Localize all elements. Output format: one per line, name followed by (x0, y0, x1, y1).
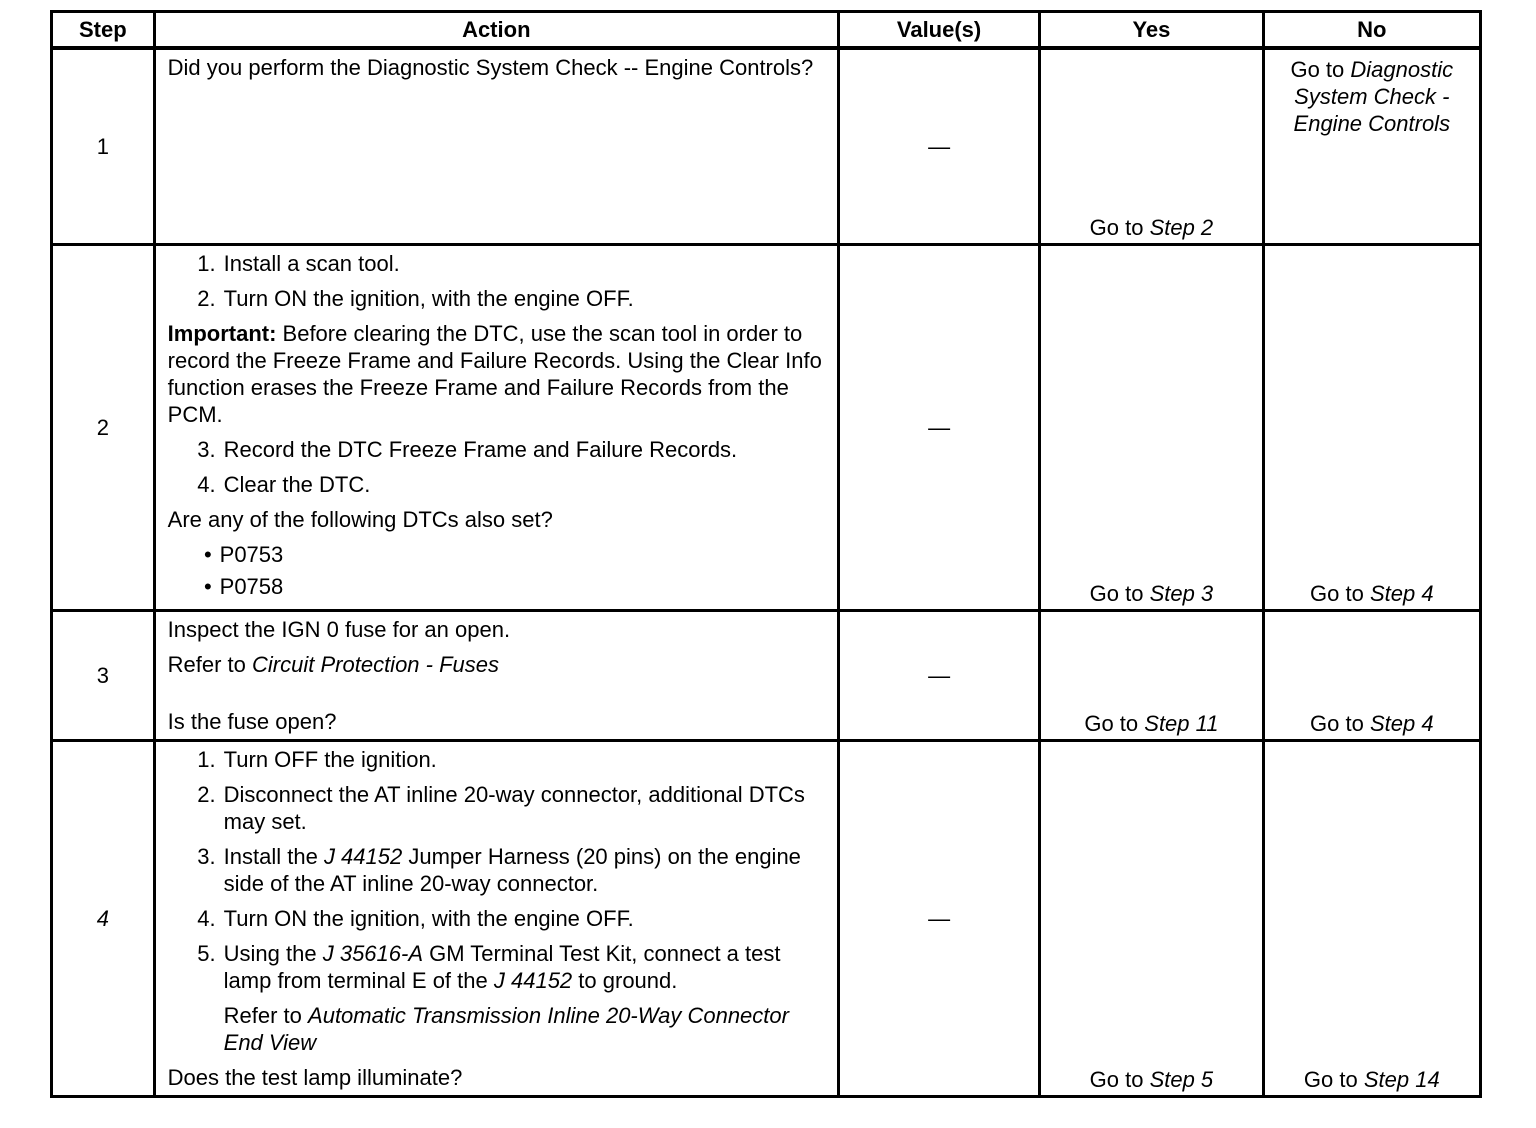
diagnostic-table (50, 10, 1482, 1098)
bullet-icon: • (203, 573, 212, 599)
table-row (52, 740, 1481, 1096)
bullet-icon: • (203, 541, 212, 567)
item-text: Install a scan tool. (223, 250, 400, 276)
spacer (168, 686, 829, 708)
important-note (168, 320, 829, 428)
important-text: Before clearing the DTC, use the scan tool in order to record the Freeze Frame and Failure Records. Using the Clear Info function erases the Freeze Frame and Failure Records from the PCM. (167, 320, 822, 427)
no-cell (1263, 48, 1480, 244)
step-number: 4 (52, 740, 155, 1096)
list-item (168, 843, 829, 897)
yes-link[interactable]: Step 5 (1149, 1066, 1214, 1092)
question-text: Are any of the following DTCs also set? (167, 506, 553, 532)
header-values: Value(s) (838, 12, 1039, 49)
item-text: Disconnect the AT inline 20-way connector, additional DTCs may set. (223, 781, 805, 834)
table-row (52, 610, 1481, 740)
tool-name: J 44152 (493, 967, 573, 993)
refer-link[interactable]: Automatic Transmission Inline 20-Way Connector End View (223, 1002, 789, 1055)
item-number: 3. (197, 436, 216, 462)
list-item (168, 436, 829, 463)
go-to-label: Go to (1089, 214, 1144, 240)
item-text-part: Jumper Harness (20 pins) on the engine side of the AT inline 20-way connector. (223, 843, 801, 896)
action-cell (154, 610, 838, 740)
action-cell (154, 244, 838, 610)
item-text-part: GM Terminal Test Kit, connect a test lamp from terminal E of the (223, 940, 781, 993)
action-cell (154, 740, 838, 1096)
yes-cell (1040, 610, 1263, 740)
table-row (52, 244, 1481, 610)
item-text: Record the DTC Freeze Frame and Failure Records. (223, 436, 738, 462)
item-number: 3. (197, 843, 216, 869)
question-text: Is the fuse open? (167, 708, 337, 734)
item-number: 4. (197, 905, 216, 931)
item-text: Turn OFF the ignition. (223, 746, 437, 772)
refer-link[interactable]: Circuit Protection - Fuses (252, 651, 499, 677)
item-text (224, 843, 829, 897)
no-link[interactable]: Diagnostic System Check - Engine Controls (1293, 57, 1454, 136)
header-no: No (1263, 12, 1480, 49)
item-text: Turn ON the ignition, with the engine OFF. (223, 285, 634, 311)
item-text-part: to ground. (578, 967, 678, 993)
item-text: Clear the DTC. (223, 471, 371, 497)
list-item (168, 940, 829, 994)
step-number: 3 (52, 610, 155, 740)
item-text-part: Install the (223, 843, 318, 869)
item-number: 1. (197, 250, 216, 276)
action-text: Inspect the IGN 0 fuse for an open. (167, 616, 511, 642)
go-to-label: Go to (1303, 1066, 1358, 1092)
no-link[interactable]: Step 4 (1369, 710, 1434, 736)
go-to-label: Go to (1089, 580, 1144, 606)
item-text: Turn ON the ignition, with the engine OFF. (223, 905, 634, 931)
item-number: 4. (197, 471, 216, 497)
step-number: 2 (52, 244, 155, 610)
no-link[interactable]: Step 14 (1363, 1066, 1440, 1092)
dtc-code: P0753 (219, 541, 284, 567)
table-row (52, 48, 1481, 244)
action-cell (154, 48, 838, 244)
important-label: Important: (167, 320, 277, 346)
no-cell (1263, 740, 1480, 1096)
yes-link[interactable]: Step 11 (1144, 710, 1219, 736)
no-cell (1263, 610, 1480, 740)
yes-link[interactable]: Step 2 (1149, 214, 1214, 240)
no-link[interactable]: Step 4 (1369, 580, 1434, 606)
list-item (168, 285, 829, 312)
header-row (52, 12, 1481, 49)
go-to-label: Go to (1089, 1066, 1144, 1092)
item-number: 5. (197, 940, 216, 966)
yes-cell (1040, 244, 1263, 610)
item-number: 2. (197, 285, 216, 311)
item-number: 1. (197, 746, 216, 772)
header-action: Action (154, 12, 838, 49)
go-to-label: Go to (1290, 57, 1345, 82)
question-text: Does the test lamp illuminate? (167, 1064, 463, 1090)
refer-text (168, 1002, 829, 1056)
go-to-label: Go to (1310, 580, 1364, 606)
item-text (224, 940, 829, 994)
value-cell: — (838, 740, 1039, 1096)
item-number: 2. (197, 781, 216, 807)
bullet-item (168, 573, 829, 600)
list-item (168, 781, 829, 835)
tool-name: J 44152 (323, 843, 403, 869)
go-to-label: Go to (1084, 710, 1139, 736)
action-text: Did you perform the Diagnostic System Check -- Engine Controls? (167, 55, 814, 80)
list-item (168, 746, 829, 773)
refer-text (168, 651, 829, 678)
header-step: Step (52, 12, 155, 49)
no-cell (1263, 244, 1480, 610)
dtc-code: P0758 (219, 573, 284, 599)
item-text-part: Using the (223, 940, 317, 966)
yes-cell (1040, 48, 1263, 244)
yes-link[interactable]: Step 3 (1149, 580, 1214, 606)
value-cell: — (838, 244, 1039, 610)
list-item (168, 250, 829, 277)
list-item (168, 905, 829, 932)
header-yes: Yes (1040, 12, 1263, 49)
yes-cell (1040, 740, 1263, 1096)
step-number: 1 (52, 48, 155, 244)
value-cell: — (838, 48, 1039, 244)
value-cell: — (838, 610, 1039, 740)
list-item (168, 471, 829, 498)
refer-label: Refer to (167, 651, 246, 677)
refer-label: Refer to (223, 1002, 302, 1028)
go-to-label: Go to (1310, 710, 1364, 736)
tool-name: J 35616-A (322, 940, 424, 966)
bullet-item (168, 541, 829, 568)
